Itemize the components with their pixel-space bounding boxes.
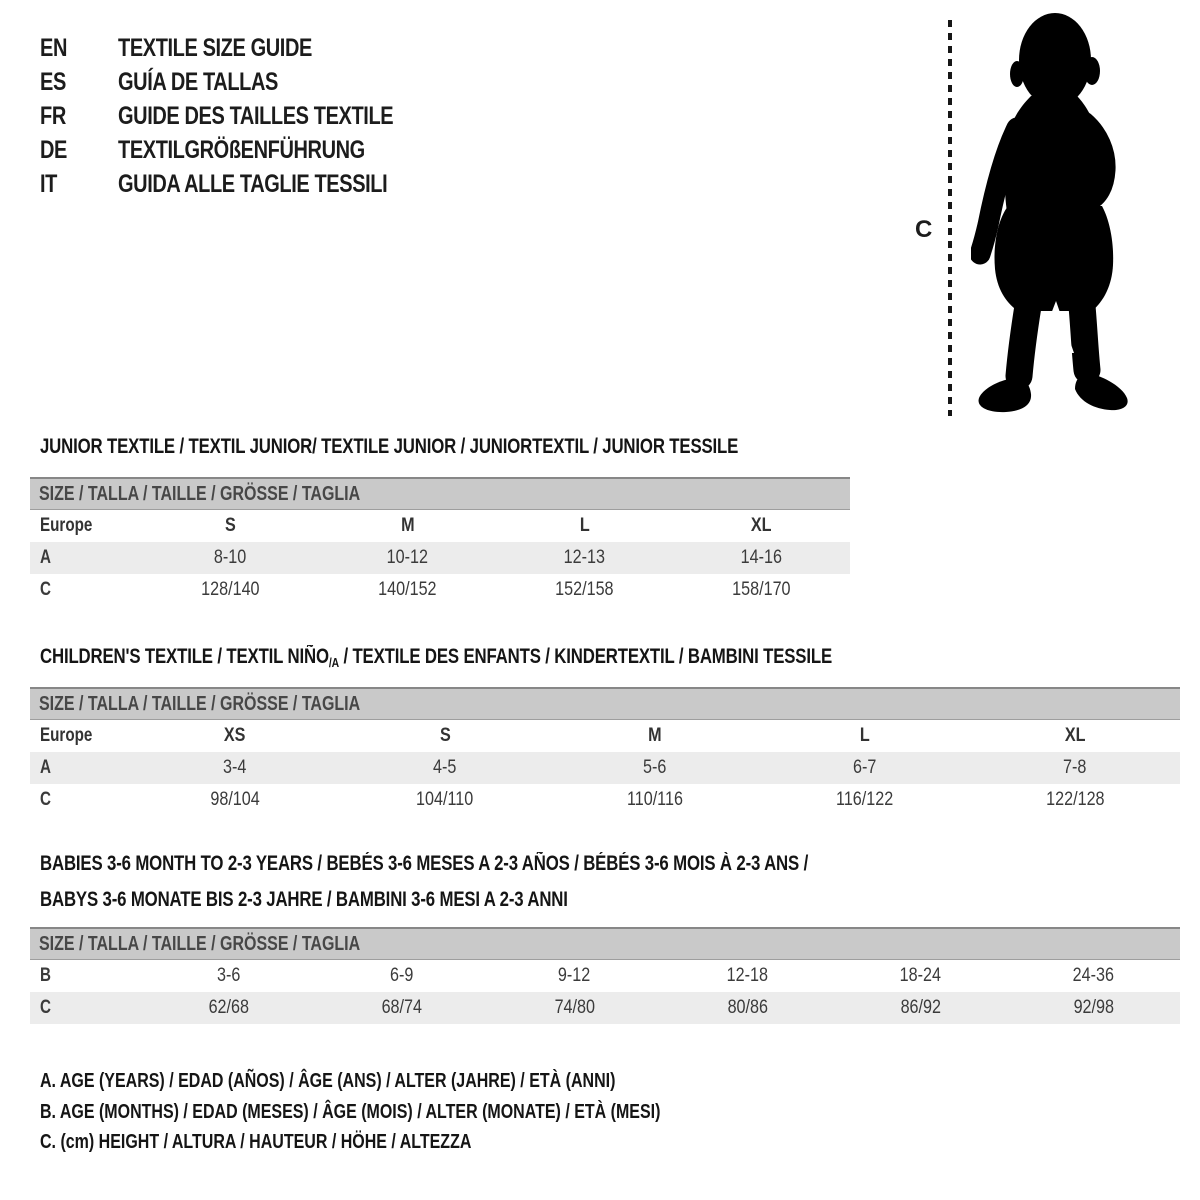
table-cell: 86/92 xyxy=(900,997,941,1018)
table-cell: 3-6 xyxy=(216,965,241,986)
table-cell: 158/170 xyxy=(732,579,791,600)
size-header-label: SIZE / TALLA / TAILLE / GRÖSSE / TAGLIA xyxy=(39,933,361,955)
table-cell: 8-10 xyxy=(214,547,247,568)
size-header-label: SIZE / TALLA / TAILLE / GRÖSSE / TAGLIA xyxy=(39,483,361,505)
column-header: S xyxy=(225,515,236,536)
legend-line-b: B. AGE (MONTHS) / EDAD (MESES) / ÂGE (MOIS) / ALTER (MONATE) / ETÀ (MESI) xyxy=(40,1100,661,1123)
lang-row-fr xyxy=(40,99,462,133)
junior-row-a xyxy=(30,542,850,574)
children-row-a xyxy=(30,752,1180,784)
table-cell: 9-12 xyxy=(558,965,591,986)
lang-row-de xyxy=(40,133,462,167)
row-label: C xyxy=(40,789,51,810)
babies-row-c xyxy=(30,992,1180,1024)
table-cell: 140/152 xyxy=(378,579,437,600)
junior-size-table xyxy=(30,477,850,606)
table-cell: 122/128 xyxy=(1045,789,1105,810)
lang-code: DE xyxy=(40,136,67,164)
table-cell: 104/110 xyxy=(416,789,474,810)
table-cell: 110/116 xyxy=(627,789,683,810)
lang-title: TEXTILE SIZE GUIDE xyxy=(118,34,312,62)
column-header: XL xyxy=(751,515,772,536)
children-columns-row xyxy=(30,720,1180,752)
table-cell: 4-5 xyxy=(433,757,457,778)
lang-code: ES xyxy=(40,68,66,96)
lang-row-es xyxy=(40,65,462,99)
region-label: Europe xyxy=(40,515,93,536)
junior-row-c xyxy=(30,574,850,606)
children-heading-sub: /A xyxy=(328,655,339,670)
column-header: XL xyxy=(1064,725,1086,746)
table-cell: 3-4 xyxy=(223,757,247,778)
children-heading-prefix: CHILDREN'S TEXTILE / TEXTIL NIÑO xyxy=(40,645,329,668)
height-measure-line xyxy=(948,20,952,416)
column-header: L xyxy=(860,725,870,746)
children-row-c xyxy=(30,784,1180,816)
table-cell: 92/98 xyxy=(1073,997,1114,1018)
toddler-silhouette-icon xyxy=(971,10,1137,420)
table-cell: 18-24 xyxy=(899,965,942,986)
column-header: M xyxy=(648,725,662,746)
height-measure-label: C xyxy=(915,216,933,243)
children-size-table xyxy=(30,687,1180,816)
column-header: XS xyxy=(224,725,246,746)
junior-section-heading xyxy=(40,434,913,459)
table-cell: 12-13 xyxy=(563,547,606,568)
table-cell: 10-12 xyxy=(386,547,429,568)
table-cell: 6-7 xyxy=(853,757,877,778)
table-cell: 12-18 xyxy=(726,965,769,986)
babies-heading-line1: BABIES 3-6 MONTH TO 2-3 YEARS / BEBÉS 3-6 MESES A 2-3 AÑOS / BÉBÉS 3-6 MOIS À 2-3 ANS / xyxy=(40,852,809,875)
children-section-heading xyxy=(40,644,1030,675)
table-cell: 152/158 xyxy=(555,579,614,600)
junior-heading-text: JUNIOR TEXTILE / TEXTIL JUNIOR/ TEXTILE JUNIOR / JUNIORTEXTIL / JUNIOR TESSILE xyxy=(40,435,739,458)
table-cell: 7-8 xyxy=(1063,757,1087,778)
junior-columns-row xyxy=(30,510,850,542)
legend-line-a: A. AGE (YEARS) / EDAD (AÑOS) / ÂGE (ANS) / ALTER (JAHRE) / ETÀ (ANNI) xyxy=(40,1070,616,1092)
row-label: A xyxy=(40,547,51,568)
row-label: C xyxy=(40,997,51,1018)
table-cell: 80/86 xyxy=(727,997,768,1018)
table-cell: 128/140 xyxy=(201,579,260,600)
lang-row-en xyxy=(40,31,462,65)
size-header-bar xyxy=(30,477,850,510)
row-label: A xyxy=(40,757,51,778)
lang-row-it xyxy=(40,167,462,201)
lang-code: IT xyxy=(40,170,57,198)
table-cell: 14-16 xyxy=(740,547,783,568)
lang-title: GUÍA DE TALLAS xyxy=(118,68,278,96)
column-header: M xyxy=(400,515,415,536)
column-header: S xyxy=(439,725,451,746)
lang-title: GUIDA ALLE TAGLIE TESSILI xyxy=(118,170,388,198)
size-header-label: SIZE / TALLA / TAILLE / GRÖSSE / TAGLIA xyxy=(39,693,361,715)
legend-line-c: C. (cm) HEIGHT / ALTURA / HAUTEUR / HÖHE / ALTEZZA xyxy=(40,1131,472,1153)
babies-size-table xyxy=(30,927,1180,1024)
babies-row-b xyxy=(30,960,1180,992)
lang-title: GUIDE DES TAILLES TEXTILE xyxy=(118,102,394,130)
measurement-legend xyxy=(40,1066,816,1158)
region-label: Europe xyxy=(40,725,93,746)
column-header: L xyxy=(579,515,590,536)
table-cell: 6-9 xyxy=(389,965,414,986)
lang-title: TEXTILGRÖßENFÜHRUNG xyxy=(118,136,365,164)
table-cell: 68/74 xyxy=(381,997,422,1018)
table-cell: 24-36 xyxy=(1072,965,1115,986)
table-cell: 74/80 xyxy=(554,997,595,1018)
babies-section-heading xyxy=(40,846,1000,918)
table-cell: 62/68 xyxy=(208,997,249,1018)
table-cell: 98/104 xyxy=(210,789,260,810)
table-cell: 5-6 xyxy=(643,757,667,778)
row-label: C xyxy=(40,579,51,600)
size-header-bar xyxy=(30,927,1180,960)
children-heading-text xyxy=(40,644,832,675)
babies-heading-line2: BABYS 3-6 MONATE BIS 2-3 JAHRE / BAMBINI 3-6 MESI A 2-3 ANNI xyxy=(40,888,568,911)
row-label: B xyxy=(40,965,51,986)
lang-code: EN xyxy=(40,34,67,62)
children-heading-suffix: / TEXTILE DES ENFANTS / KINDERTEXTIL / BAMBINI TESSILE xyxy=(338,645,833,668)
size-header-bar xyxy=(30,687,1180,720)
language-guide xyxy=(40,31,462,201)
table-cell: 116/122 xyxy=(836,789,894,810)
height-figure xyxy=(905,8,1200,420)
lang-code: FR xyxy=(40,102,66,130)
